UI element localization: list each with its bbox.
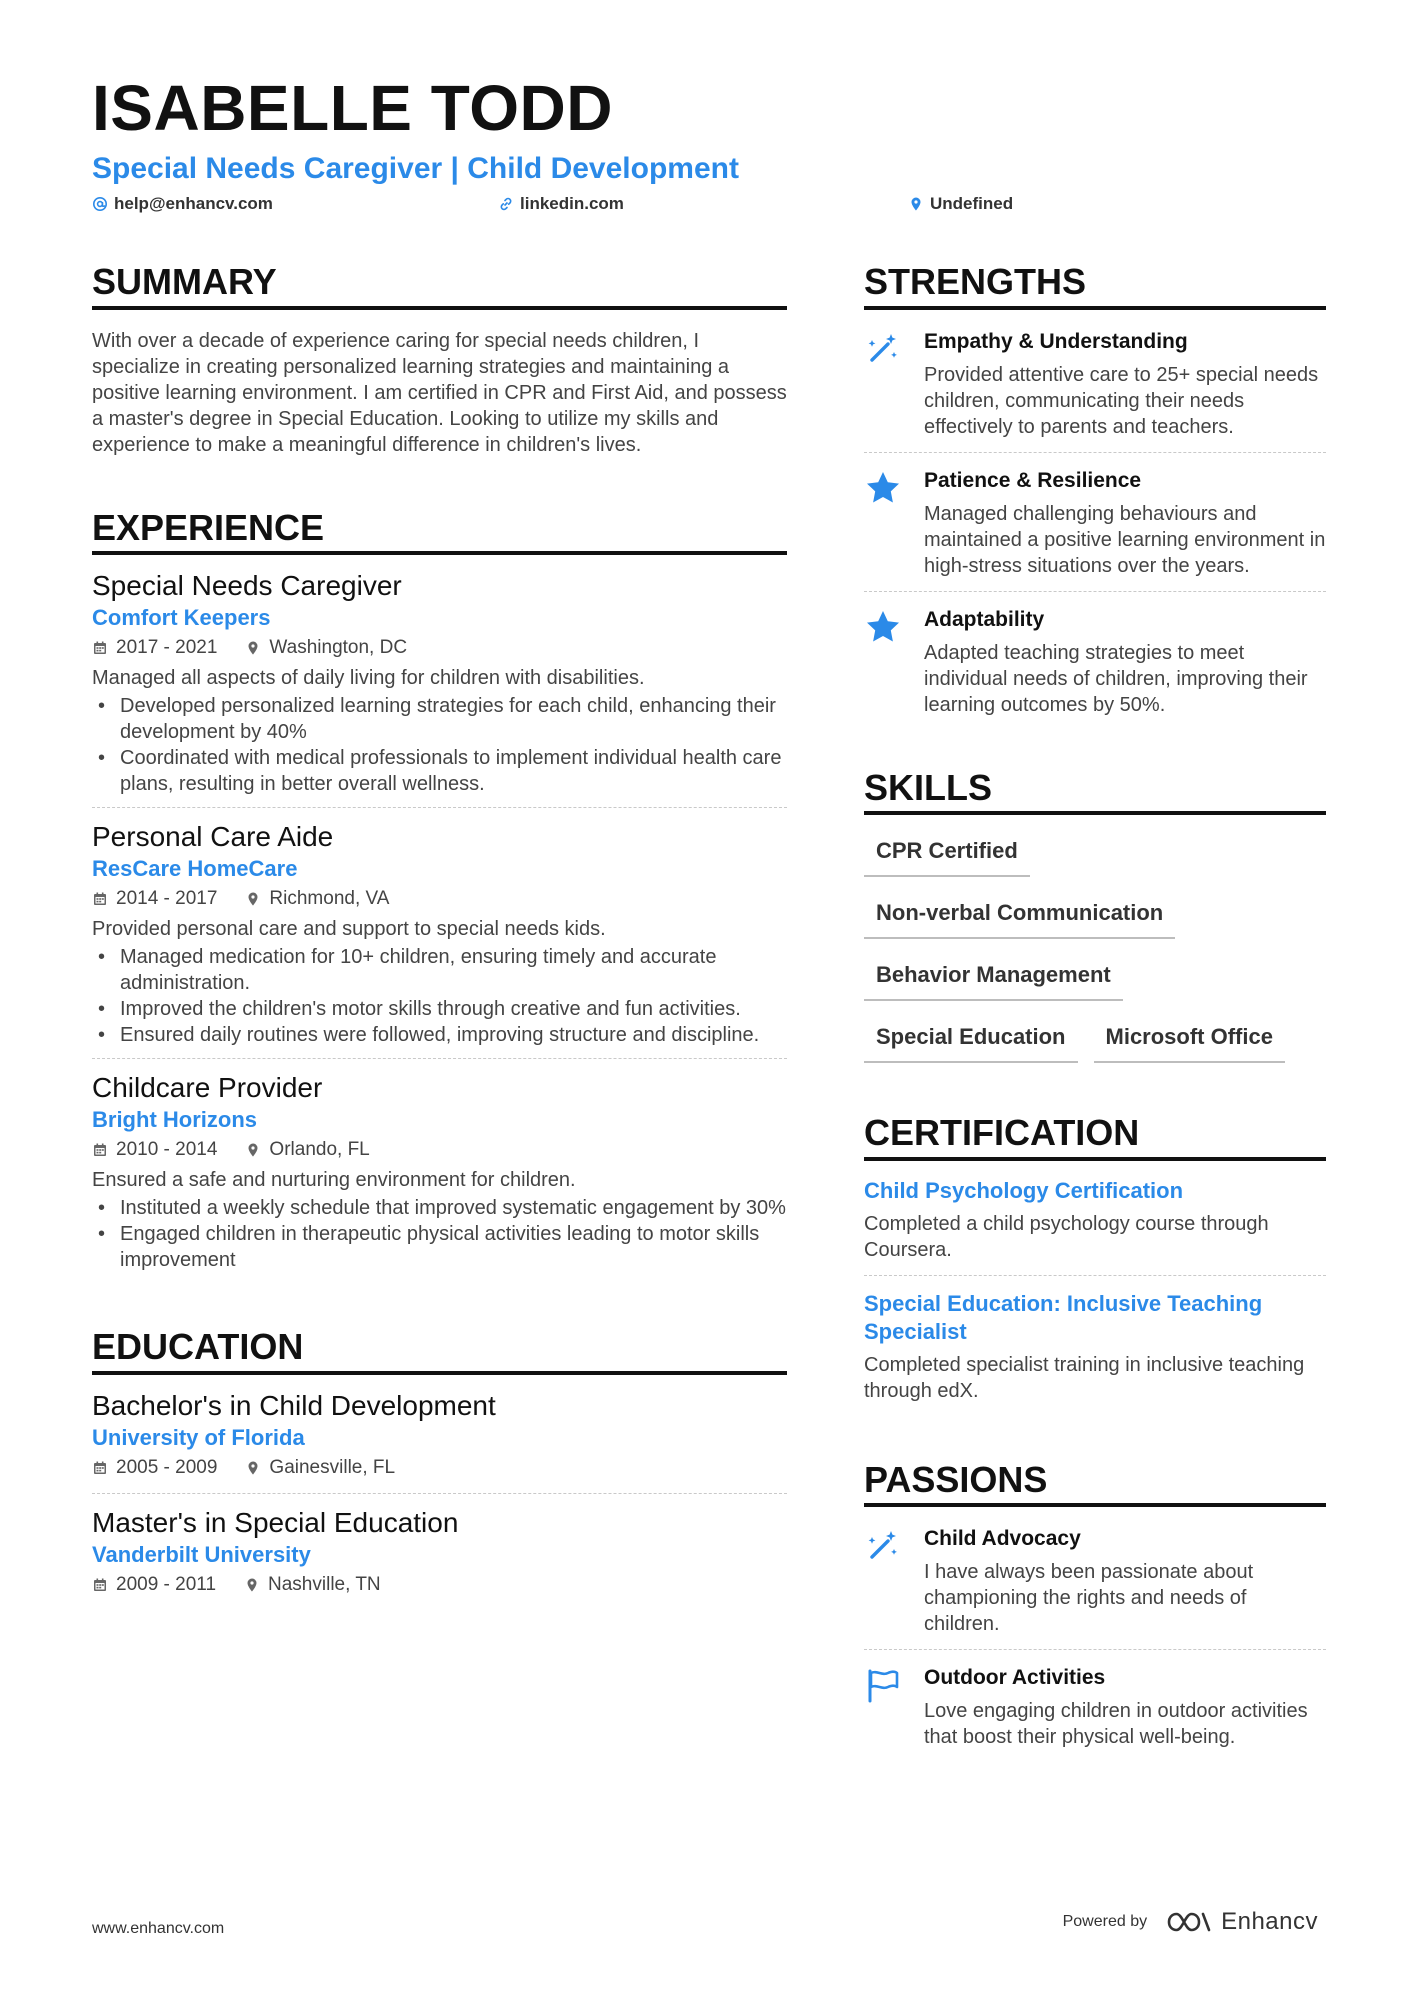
powered-by-label: Powered by [1062, 1913, 1148, 1930]
location-text: Undefined [930, 194, 1014, 213]
job-location: Richmond, VA [245, 884, 389, 914]
calendar-icon [92, 1142, 108, 1158]
strength-description: Managed challenging behaviours and maintained a positive learning environment in high-stress situations over the years. [924, 502, 1326, 577]
education-dates: 2005 - 2009 [92, 1453, 217, 1483]
job-title: Special Needs Caregiver [92, 570, 402, 602]
summary-text: With over a decade of experience caring for special needs children, I specialize in creating personalized learning strategies and maintaining a positive learning environment. I am certified in CPR and First Aid, and possess a master's degree in Special Education. Looking to utilize my skills and experience to make a meaningful difference in children's lives. [92, 329, 787, 456]
degree-title: Bachelor's in Child Development [92, 1389, 496, 1421]
education-heading: EDUCATION [92, 1327, 787, 1375]
job-meta [92, 633, 787, 663]
job-meta [92, 1135, 787, 1165]
strengths-section [864, 262, 1326, 730]
job-dates: 2014 - 2017 [92, 884, 217, 914]
location-pin-icon [908, 196, 924, 212]
education-location: Nashville, TN [244, 1570, 381, 1600]
brand-name: Enhancv [1221, 1908, 1318, 1935]
job-title: Childcare Provider [92, 1072, 323, 1104]
strength-title: Adaptability [924, 607, 1045, 631]
experience-entry [92, 1058, 787, 1283]
job-title: Personal Care Aide [92, 821, 334, 853]
certification-title: Special Education: Inclusive Teaching Specialist [864, 1290, 1263, 1344]
star-icon [864, 469, 902, 507]
skill-tag: CPR Certified [864, 829, 1030, 877]
contact-linkedin[interactable] [498, 194, 624, 214]
passions-heading: PASSIONS [864, 1460, 1326, 1508]
bullet-item: • Instituted a weekly schedule that improved systematic engagement by 30% [92, 1195, 787, 1221]
location-pin-icon [244, 1577, 260, 1593]
calendar-icon [92, 640, 108, 656]
passions-section [864, 1460, 1326, 1763]
flag-icon [864, 1666, 902, 1704]
job-description: Provided personal care and support to special needs kids. [92, 918, 606, 941]
certification-item [864, 1275, 1326, 1416]
skills-list [864, 829, 1326, 1063]
company-name: Comfort Keepers [92, 605, 271, 631]
job-dates: 2017 - 2021 [92, 633, 217, 663]
strengths-heading: STRENGTHS [864, 262, 1326, 310]
bullet-item: • Improved the children's motor skills through creative and fun activities. [92, 996, 787, 1022]
contact-bar [92, 194, 1318, 218]
summary-section [92, 262, 787, 458]
certification-title: Child Psychology Certification [864, 1177, 1184, 1203]
school-name: Vanderbilt University [92, 1541, 311, 1567]
certification-item [864, 1163, 1326, 1275]
skill-tag: Non-verbal Communication [864, 891, 1175, 939]
at-icon [92, 196, 108, 212]
star-icon [864, 608, 902, 646]
job-meta [92, 884, 787, 914]
skills-heading: SKILLS [864, 768, 1326, 816]
strength-item [864, 452, 1326, 591]
skill-tag: Behavior Management [864, 953, 1123, 1001]
bullet-item: • Engaged children in therapeutic physical activities leading to motor skills improvement [92, 1221, 787, 1273]
skill-tag: Special Education [864, 1015, 1078, 1063]
passion-item [864, 1649, 1326, 1762]
email-text: help@enhancv.com [114, 194, 273, 213]
job-location: Washington, DC [245, 633, 407, 663]
footer-branding [1063, 1908, 1318, 1936]
company-name: Bright Horizons [92, 1107, 257, 1133]
education-dates: 2009 - 2011 [92, 1570, 216, 1600]
skill-tag: Microsoft Office [1094, 1015, 1285, 1063]
candidate-name: ISABELLE TODD [92, 72, 613, 144]
passion-description: Love engaging children in outdoor activities that boost their physical well-being. [924, 1700, 1308, 1749]
linkedin-text: linkedin.com [520, 194, 624, 213]
bullet-item: • Coordinated with medical professionals to implement individual health care plans, resulting in better overall wellness. [92, 745, 787, 797]
education-entry [92, 1493, 787, 1610]
education-meta [92, 1453, 787, 1483]
summary-heading: SUMMARY [92, 262, 787, 310]
strength-description: Adapted teaching strategies to meet individual needs of children, improving their learning outcomes by 50%. [924, 641, 1308, 716]
strength-item [864, 591, 1326, 730]
candidate-headline: Special Needs Caregiver | Child Development [92, 152, 739, 185]
certification-section [864, 1113, 1326, 1416]
school-name: University of Florida [92, 1424, 305, 1450]
left-column [92, 262, 787, 1610]
strength-description: Provided attentive care to 25+ special needs children, communicating their needs effectively to parents and teachers. [924, 363, 1319, 438]
experience-section [92, 508, 787, 1284]
experience-entry [92, 569, 787, 807]
bullet-item: • Ensured daily routines were followed, improving structure and discipline. [92, 1022, 787, 1048]
footer-website[interactable]: www.enhancv.com [92, 1920, 225, 1937]
education-section [92, 1327, 787, 1610]
magic-wand-icon [864, 1527, 902, 1565]
bullet-item: • Developed personalized learning strategies for each child, enhancing their development by 40% [92, 693, 787, 745]
job-dates: 2010 - 2014 [92, 1135, 217, 1165]
job-description: Managed all aspects of daily living for children with disabilities. [92, 667, 645, 690]
location-pin-icon [245, 1142, 261, 1158]
magic-wand-icon [864, 330, 902, 368]
passion-title: Outdoor Activities [924, 1666, 1106, 1690]
company-name: ResCare HomeCare [92, 856, 298, 882]
contact-email[interactable] [92, 194, 273, 214]
certification-heading: CERTIFICATION [864, 1113, 1326, 1161]
degree-title: Master's in Special Education [92, 1506, 459, 1538]
education-entry [92, 1389, 787, 1493]
job-bullets [92, 944, 787, 1048]
job-bullets [92, 693, 787, 797]
certification-description: Completed a child psychology course through Coursera. [864, 1212, 1269, 1261]
location-pin-icon [245, 640, 261, 656]
strength-item [864, 314, 1326, 452]
certification-description: Completed specialist training in inclusive teaching through edX. [864, 1353, 1305, 1402]
experience-entry [92, 807, 787, 1058]
job-description: Ensured a safe and nurturing environment for children. [92, 1169, 576, 1192]
calendar-icon [92, 1460, 108, 1476]
skills-section [864, 768, 1326, 1064]
strength-title: Empathy & Understanding [924, 329, 1188, 353]
contact-location [908, 194, 1013, 214]
link-icon [498, 196, 514, 212]
job-bullets [92, 1195, 787, 1273]
passion-description: I have always been passionate about championing the rights and needs of children. [924, 1561, 1254, 1636]
enhancv-logo-icon [1165, 1908, 1213, 1936]
passion-item [864, 1511, 1326, 1649]
location-pin-icon [245, 891, 261, 907]
experience-heading: EXPERIENCE [92, 508, 787, 556]
calendar-icon [92, 1577, 108, 1593]
job-location: Orlando, FL [245, 1135, 369, 1165]
brand-logo[interactable] [1165, 1908, 1318, 1936]
calendar-icon [92, 891, 108, 907]
education-meta [92, 1570, 787, 1600]
strength-title: Patience & Resilience [924, 468, 1142, 492]
right-column [864, 262, 1326, 1762]
education-location: Gainesville, FL [245, 1453, 395, 1483]
passion-title: Child Advocacy [924, 1527, 1081, 1551]
bullet-item: • Managed medication for 10+ children, ensuring timely and accurate administration. [92, 944, 787, 996]
location-pin-icon [245, 1460, 261, 1476]
